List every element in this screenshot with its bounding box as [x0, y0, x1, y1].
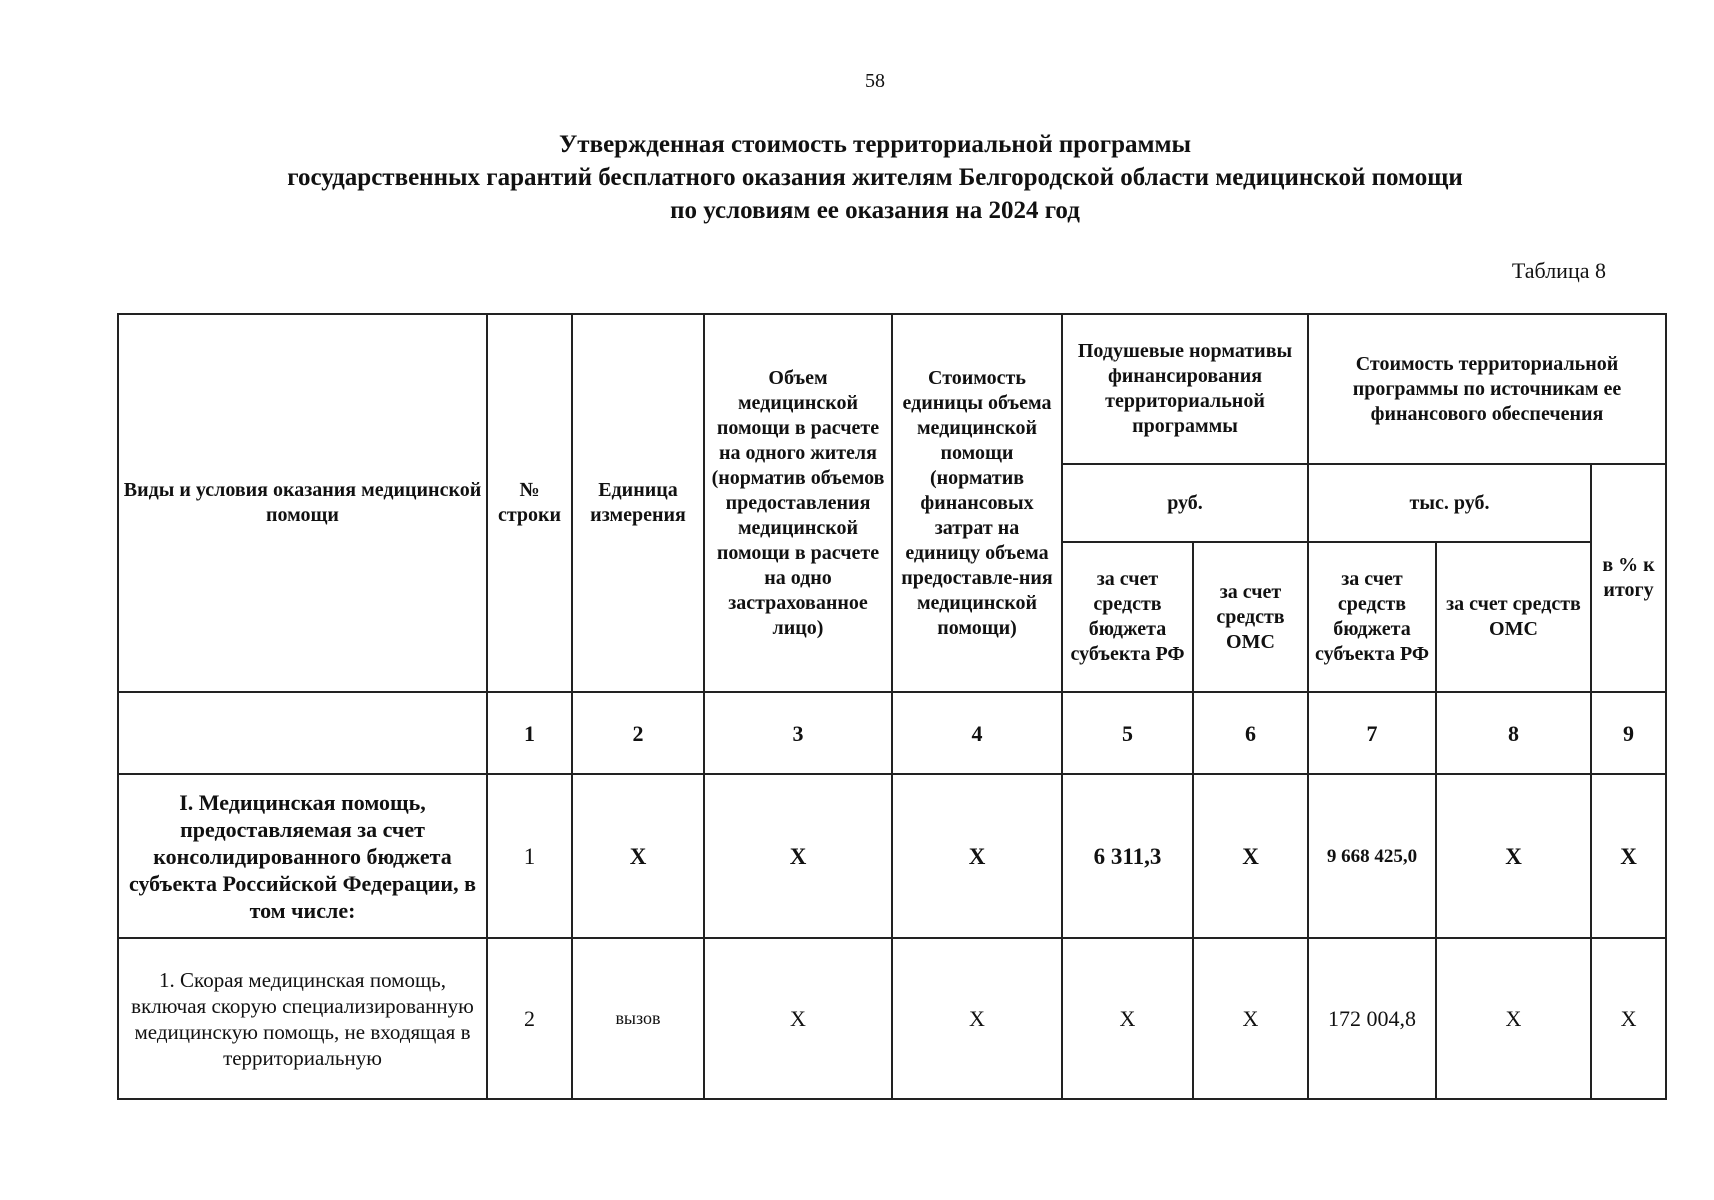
row-volume: X	[704, 774, 892, 938]
header-types: Виды и условия оказания медицинской помощи	[118, 314, 487, 692]
column-number: 3	[704, 692, 892, 774]
row-per-capita-budget: 6 311,3	[1062, 774, 1193, 938]
column-number: 6	[1193, 692, 1308, 774]
header-rub: руб.	[1062, 464, 1308, 542]
row-number: 1	[487, 774, 572, 938]
header-row-no: № строки	[487, 314, 572, 692]
title-line-3: по условиям ее оказания на 2024 год	[670, 197, 1080, 224]
row-unit: X	[572, 774, 704, 938]
column-number: 2	[572, 692, 704, 774]
column-numbers-row	[118, 692, 1666, 774]
column-number: 9	[1591, 692, 1666, 774]
row-name: I. Медицинская помощь, предоставляемая за счет консолидированного бюджета субъекта Российской Федерации, в том числе:	[118, 774, 487, 938]
row-percent: X	[1591, 938, 1666, 1099]
row-cost-budget: 9 668 425,0	[1308, 774, 1436, 938]
column-number: 1	[487, 692, 572, 774]
title-line-1: Утвержденная стоимость территориальной программы	[558, 131, 1192, 158]
row-volume: X	[704, 938, 892, 1099]
column-number: 8	[1436, 692, 1591, 774]
header-oms-2: за счет средств ОМС	[1436, 542, 1591, 692]
header-unit: Единица измерения	[572, 314, 704, 692]
row-per-capita-oms: X	[1193, 774, 1308, 938]
document-title	[0, 128, 1714, 227]
row-unit-cost: X	[892, 774, 1062, 938]
row-unit-cost: X	[892, 938, 1062, 1099]
column-number: 5	[1062, 692, 1193, 774]
table-caption: Таблица 8	[1511, 258, 1606, 283]
row-cost-oms: X	[1436, 774, 1591, 938]
header-per-capita: Подушевые нормативы финансирования территориальной программы	[1062, 314, 1308, 464]
column-number-empty	[118, 692, 487, 774]
header-program-cost: Стоимость территориальной программы по источникам ее финансового обеспечения	[1308, 314, 1666, 464]
row-name: 1. Скорая медицинская помощь, включая скорую специализированную медицинскую помощь, не входящая в территориальную	[118, 938, 487, 1099]
row-cost-oms: X	[1436, 938, 1591, 1099]
table-row	[118, 774, 1666, 938]
header-row-1	[118, 314, 1666, 464]
page-number: 58	[865, 70, 885, 92]
row-unit: вызов	[572, 938, 704, 1099]
column-number: 4	[892, 692, 1062, 774]
column-number: 7	[1308, 692, 1436, 774]
header-thousand-rub: тыс. руб.	[1308, 464, 1591, 542]
row-per-capita-budget: X	[1062, 938, 1193, 1099]
row-per-capita-oms: X	[1193, 938, 1308, 1099]
header-volume: Объем медицинской помощи в расчете на одного жителя (норматив объемов предоставления медицинской помощи в расчете на одно застрахованное лицо)	[704, 314, 892, 692]
row-cost-budget: 172 004,8	[1308, 938, 1436, 1099]
title-line-2: государственных гарантий бесплатного оказания жителям Белгородской области медицинской помощи	[287, 164, 1463, 191]
cost-table	[117, 313, 1667, 1100]
header-budget-rf: за счет средств бюджета субъекта РФ	[1062, 542, 1193, 692]
header-oms: за счет средств ОМС	[1193, 542, 1308, 692]
header-unit-cost: Стоимость единицы объема медицинской помощи (норматив финансовых затрат на единицу объема предоставле-ния медицинской помощи)	[892, 314, 1062, 692]
header-percent-total: в % к итогу	[1591, 464, 1666, 692]
table-row	[118, 938, 1666, 1099]
row-percent: X	[1591, 774, 1666, 938]
header-budget-rf-2: за счет средств бюджета субъекта РФ	[1308, 542, 1436, 692]
row-number: 2	[487, 938, 572, 1099]
